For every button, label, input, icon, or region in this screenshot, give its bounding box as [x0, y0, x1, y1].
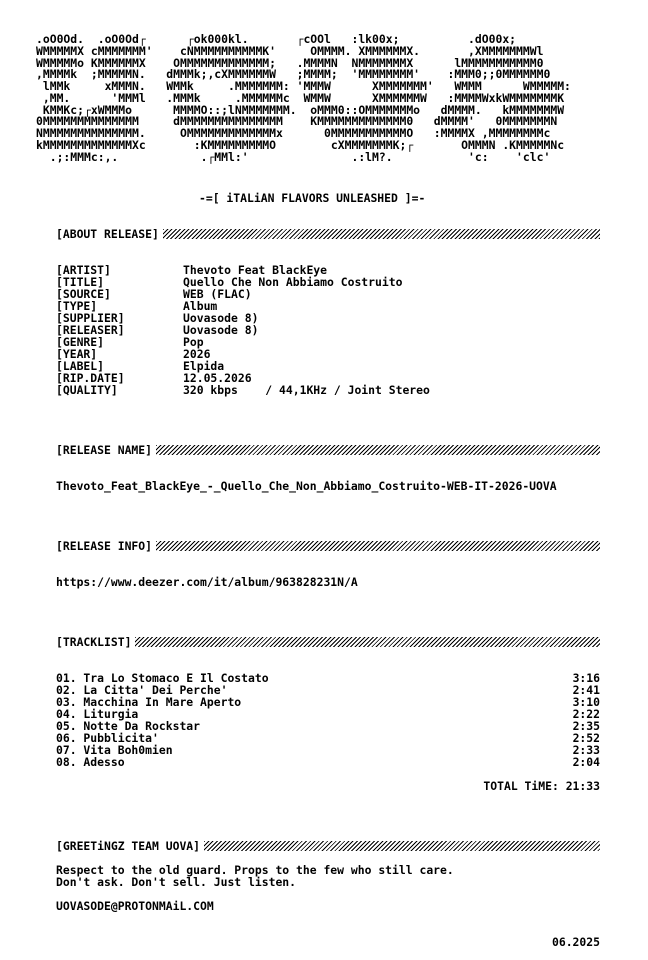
field-value-releaser: Uovasode 8)	[183, 323, 259, 337]
track-title: 02. La Citta' Dei Perche'	[56, 683, 228, 697]
hatch-divider	[163, 229, 600, 239]
hatch-divider	[135, 637, 600, 647]
field-key-genre: [GENRE]	[56, 335, 105, 349]
field-value-type: Album	[183, 299, 218, 313]
greetings-line: Don't ask. Don't sell. Just listen.	[56, 875, 297, 889]
track-title: 04. Liturgia	[56, 707, 139, 721]
field-value-supplier: Uovasode 8)	[183, 311, 259, 325]
track-title: 03. Macchina In Mare Aperto	[56, 695, 242, 709]
track-time: 3:10	[572, 695, 600, 709]
track-time: 2:52	[572, 731, 600, 745]
total-time: TOTAL TiME: 21:33	[483, 779, 600, 793]
section-title-tracklist: [TRACKLIST]	[56, 635, 132, 649]
field-key-source: [SOURCE]	[56, 287, 111, 301]
section-header-about	[56, 227, 600, 241]
field-key-supplier: [SUPPLIER]	[56, 311, 125, 325]
section-header-greetings	[56, 839, 600, 853]
greetings-line: Respect to the old guard. Props to the few who still care.	[56, 863, 454, 877]
hatch-divider	[156, 445, 600, 455]
track-title: 07. Vita Boh0mien	[56, 743, 173, 757]
release-name-value: Thevoto_Feat_BlackEye_-_Quello_Che_Non_Abbiamo_Costruito-WEB-IT-2026-UOVA	[56, 479, 557, 493]
track-title: 05. Notte Da Rockstar	[56, 719, 201, 733]
field-key-releaser: [RELEASER]	[56, 323, 125, 337]
track-time: 2:35	[572, 719, 600, 733]
hatch-divider	[156, 541, 600, 551]
track-time: 2:33	[572, 743, 600, 757]
field-key-type: [TYPE]	[56, 299, 98, 313]
section-header-tracklist	[56, 635, 600, 649]
ascii-art-logo: .oO0Od. .oO0Od┌ ┌ok000kl. ┌cOOl :lk00x; .dO00x; WMMMMMX cMMMMMMM' cNMMMMMMMMMMK' OMMMM. XMMMMMMX. ,XMMMMMMMWl WMMMMMo KMMMMMMX OMMMMMMMMMMMMM; .MMMMN NMMMMMMMX lMMMMMMMMMMM0 ,MMMMk ;MMMMMN. dMMMk;,cXMMMMMMW ;MMMM; 'MMMMMMMM' :MMM0;;0MMMMMM0 lMMk xMMMN. WMMk .MMMMMMM: 'MMMW XMMMMMMM' WMMM WMMMMM: ,MM. 'MMMl .MMMk .MMMMMMc WMMW XMMMMMMW :MMMMWxkWMMMMMMMK KMMKc;┌xWMMMo MMMMO::;lNMMMMMMM. oMMM0::OMMMMMMMo dMMMM. kMMMMMMMW 0MMMMMMMMMMMMMM dMMMMMMMMMMMMMMM KMMMMMMMMMMMMM0 dMMMM' 0MMMMMMMN NMMMMMMMMMMMMMM. OMMMMMMMMMMMMMx 0MMMMMMMMMMMO :MMMMX ,MMMMMMMMc kMMMMMMMMMMMMMXc :KMMMMMMMMMO cXMMMMMMMK;┌ OMMMN .KMMMMMNc .;:MMMc:,. .┌MMl:' .:lM?. 'c: 'clc'	[36, 32, 571, 164]
track-time: 2:04	[572, 755, 600, 769]
section-title-about: [ABOUT RELEASE]	[56, 227, 159, 241]
section-title-release-name: [RELEASE NAME]	[56, 443, 153, 457]
field-key-rip-date: [RIP.DATE]	[56, 371, 125, 385]
section-header-release-name	[56, 443, 600, 457]
footer-date: 06.2025	[551, 935, 600, 949]
section-title-greetings: [GREETiNGZ TEAM UOVA]	[56, 839, 201, 853]
field-value-label: Elpida	[183, 359, 225, 373]
field-value-artist: Thevoto Feat BlackEye	[183, 263, 328, 277]
field-key-title: [TITLE]	[56, 275, 105, 289]
release-info-url: https://www.deezer.com/it/album/963828231N/A	[56, 575, 358, 589]
field-value-year: 2026	[183, 347, 211, 361]
track-title: 08. Adesso	[56, 755, 125, 769]
contact-email: UOVASODE@PROTONMAiL.COM	[56, 899, 214, 913]
field-value-quality: 320 kbps / 44,1KHz / Joint Stereo	[183, 383, 430, 397]
track-title: 01. Tra Lo Stomaco E Il Costato	[56, 671, 269, 685]
field-key-year: [YEAR]	[56, 347, 98, 361]
field-value-source: WEB (FLAC)	[183, 287, 252, 301]
hatch-divider	[204, 841, 600, 851]
field-key-artist: [ARTIST]	[56, 263, 111, 277]
track-time: 2:22	[572, 707, 600, 721]
field-value-title: Quello Che Non Abbiamo Costruito	[183, 275, 403, 289]
track-title: 06. Pubblicita'	[56, 731, 159, 745]
field-key-label: [LABEL]	[56, 359, 105, 373]
field-value-rip-date: 12.05.2026	[183, 371, 252, 385]
section-title-release-info: [RELEASE INFO]	[56, 539, 153, 553]
banner-tagline: -=[ iTALiAN FLAVORS UNLEASHED ]=-	[199, 191, 426, 205]
field-value-genre: Pop	[183, 335, 204, 349]
field-key-quality: [QUALITY]	[56, 383, 118, 397]
track-time: 3:16	[572, 671, 600, 685]
section-header-release-info	[56, 539, 600, 553]
track-time: 2:41	[572, 683, 600, 697]
